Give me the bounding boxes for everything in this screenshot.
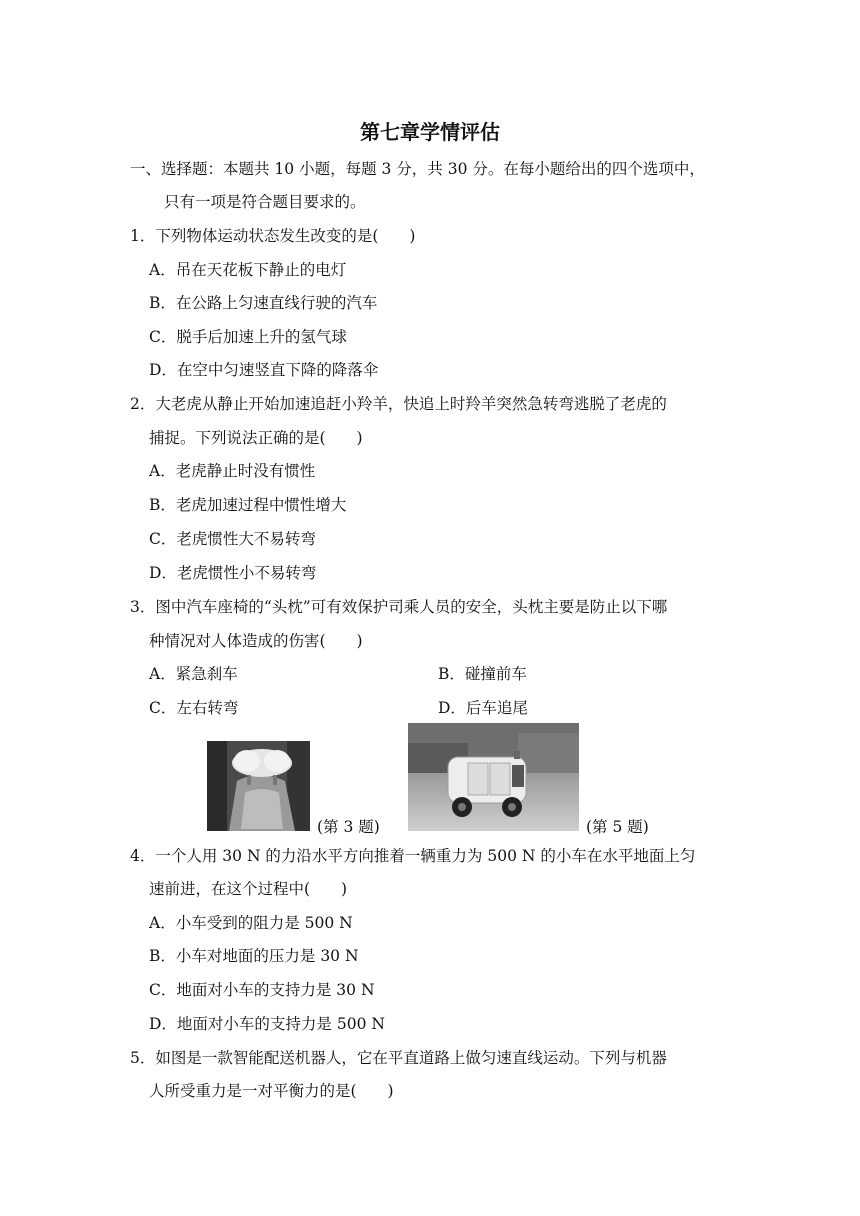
q1-option-d: D．在空中匀速竖直下降的降落伞 — [149, 361, 379, 379]
section-heading-line2: 只有一项是符合题目要求的。 — [164, 193, 366, 211]
q3-stem-line2: 种情况对人体造成的伤害( ) — [149, 632, 363, 650]
q4-option-d: D．地面对小车的支持力是 500 N — [149, 1015, 385, 1033]
q5-stem-line1: 5．如图是一款智能配送机器人，它在平直道路上做匀速直线运动。下列与机器 — [130, 1049, 667, 1067]
q2-stem-line2: 捕捉。下列说法正确的是( ) — [149, 429, 363, 447]
figure-caption-q3: (第 3 题) — [317, 818, 380, 836]
figure-caption-q5: (第 5 题) — [586, 818, 649, 836]
q1-stem: 1．下列物体运动状态发生改变的是( ) — [130, 227, 416, 245]
q2-option-c: C．老虎惯性大不易转弯 — [149, 530, 316, 548]
q3-option-b: B．碰撞前车 — [438, 665, 527, 683]
headrest-figure — [207, 741, 310, 831]
q4-option-a: A．小车受到的阻力是 500 N — [149, 914, 353, 932]
q2-stem-line1: 2．大老虎从静止开始加速追赶小羚羊，快追上时羚羊突然急转弯逃脱了老虎的 — [130, 395, 667, 413]
q2-option-b: B．老虎加速过程中惯性增大 — [149, 496, 347, 514]
q3-stem-line1: 3．图中汽车座椅的“头枕”可有效保护司乘人员的安全，头枕主要是防止以下哪 — [130, 598, 668, 616]
q4-option-b: B．小车对地面的压力是 30 N — [149, 947, 359, 965]
q4-stem-line1: 4．一个人用 30 N 的力沿水平方向推着一辆重力为 500 N 的小车在水平地面上匀 — [130, 847, 696, 865]
q1-option-a: A．吊在天花板下静止的电灯 — [149, 261, 347, 279]
q5-stem-line2: 人所受重力是一对平衡力的是( ) — [149, 1082, 394, 1100]
delivery-robot-figure — [408, 723, 579, 831]
q4-option-c: C．地面对小车的支持力是 30 N — [149, 981, 375, 999]
q1-option-c: C．脱手后加速上升的氢气球 — [149, 328, 347, 346]
q3-option-a: A．紧急刹车 — [149, 665, 238, 683]
section-heading-line1: 一、选择题：本题共 10 小题，每题 3 分，共 30 分。在每小题给出的四个选项中， — [130, 160, 705, 178]
q3-option-d: D．后车追尾 — [438, 699, 528, 717]
q4-stem-line2: 速前进，在这个过程中( ) — [149, 880, 348, 898]
q3-option-c: C．左右转弯 — [149, 699, 239, 717]
page-title: 第七章学情评估 — [360, 120, 500, 144]
q2-option-a: A．老虎静止时没有惯性 — [149, 462, 316, 480]
q2-option-d: D．老虎惯性小不易转弯 — [149, 564, 317, 582]
q1-option-b: B．在公路上匀速直线行驶的汽车 — [149, 294, 378, 312]
